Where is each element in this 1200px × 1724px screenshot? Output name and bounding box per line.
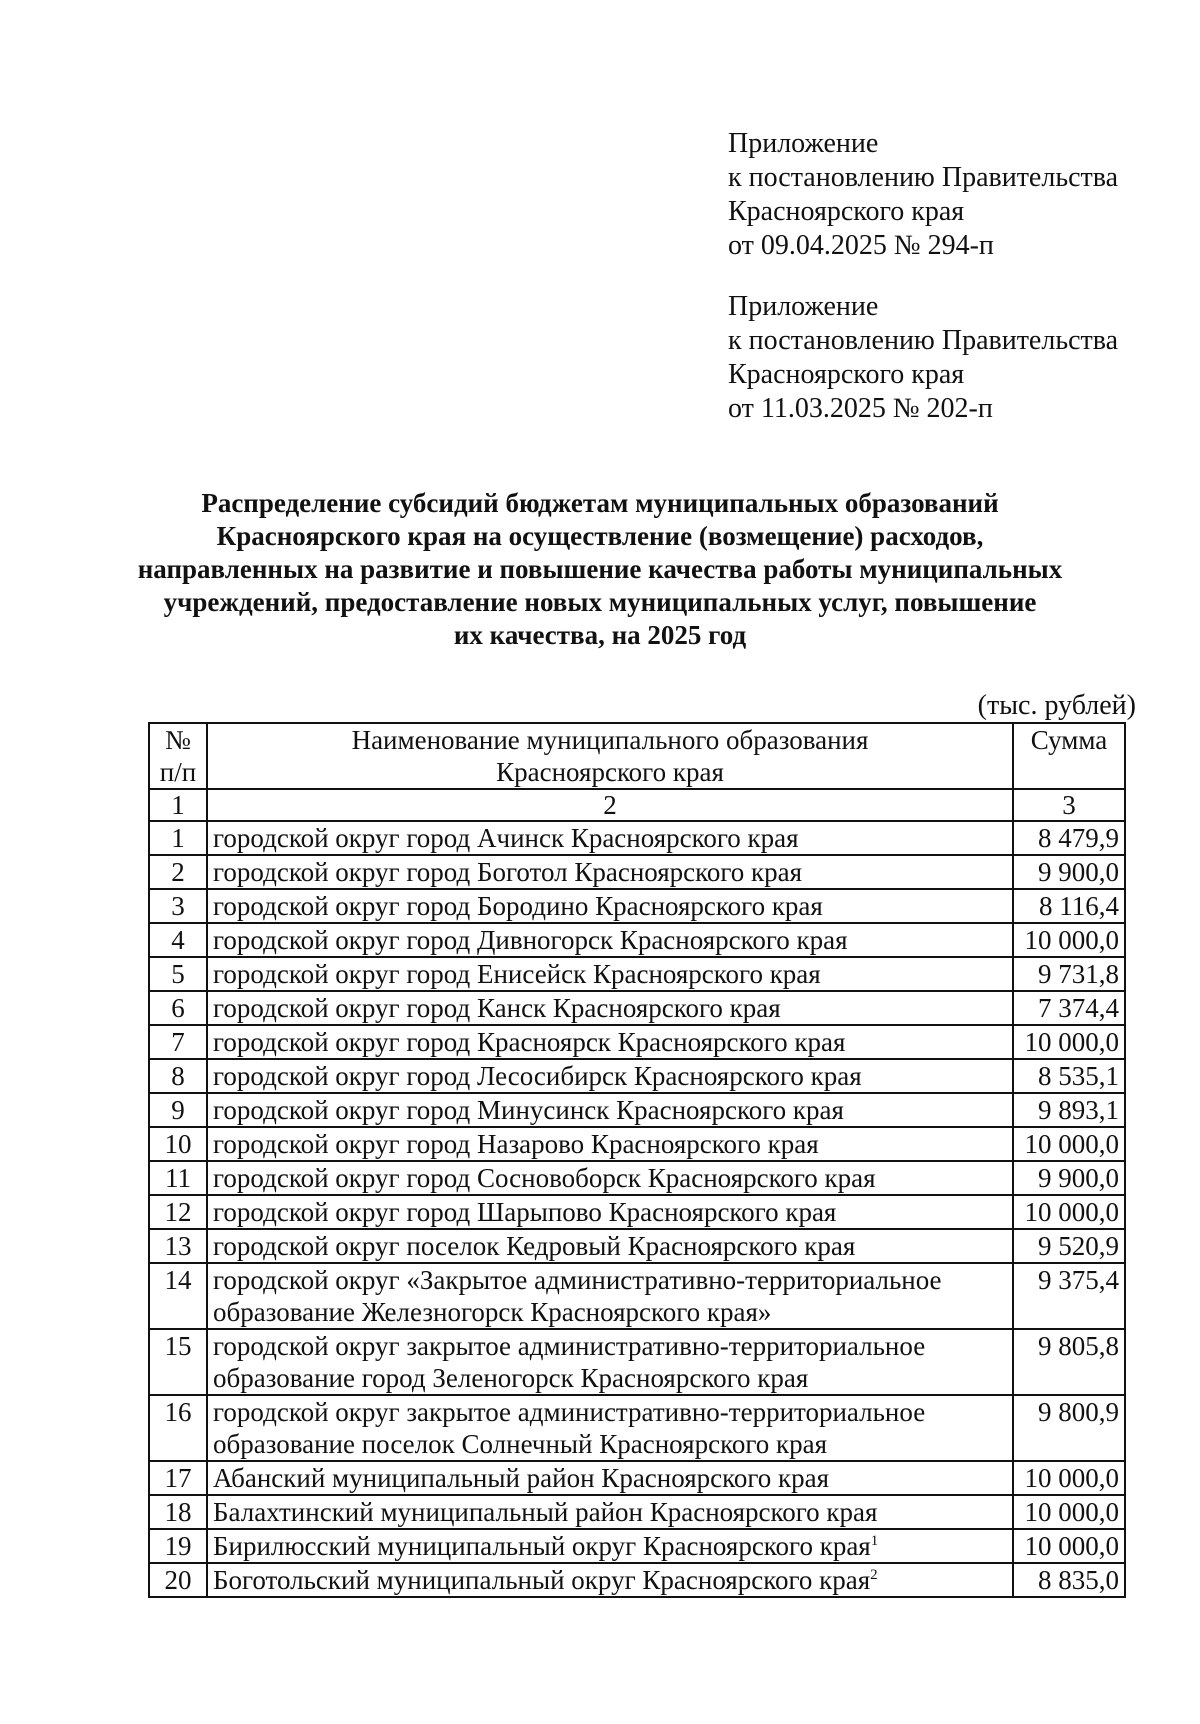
header-number bbox=[149, 723, 207, 789]
table-row bbox=[149, 1495, 1125, 1529]
row-number: 4 bbox=[149, 923, 207, 957]
subsidy-amount: 10 000,0 bbox=[1013, 1529, 1125, 1563]
table-row bbox=[149, 1127, 1125, 1161]
municipality-name-text: городской округ город Минусинск Красноярского края bbox=[213, 1095, 844, 1125]
municipality-name bbox=[207, 923, 1013, 957]
subsidy-amount: 8 535,1 bbox=[1013, 1059, 1125, 1093]
municipality-name-line bbox=[213, 1496, 1007, 1528]
footnote-marker: 2 bbox=[870, 1567, 878, 1583]
municipality-name bbox=[207, 1461, 1013, 1495]
municipality-name bbox=[207, 1495, 1013, 1529]
table-row bbox=[149, 889, 1125, 923]
table-row bbox=[149, 991, 1125, 1025]
municipality-name-text: Абанский муниципальный район Красноярского края bbox=[213, 1463, 830, 1493]
row-number: 7 bbox=[149, 1025, 207, 1059]
title-line: направленных на развитие и повышение качества работы муниципальных bbox=[137, 554, 1063, 584]
municipality-name bbox=[207, 991, 1013, 1025]
municipality-name-text: городской округ город Сосновоборск Красноярского края bbox=[213, 1163, 876, 1193]
row-number: 19 bbox=[149, 1529, 207, 1563]
municipality-name-line bbox=[213, 1196, 1007, 1228]
subsidy-amount: 10 000,0 bbox=[1013, 1461, 1125, 1495]
municipality-name-line bbox=[213, 924, 1007, 956]
row-number: 11 bbox=[149, 1161, 207, 1195]
municipality-name bbox=[207, 1093, 1013, 1127]
appendix-date-line: от 09.04.2025 № 294-п bbox=[728, 230, 994, 261]
municipality-name-line bbox=[213, 1330, 1007, 1362]
municipality-name bbox=[207, 1161, 1013, 1195]
subsidy-amount: 9 375,4 bbox=[1013, 1263, 1125, 1329]
municipality-name-line: образование Железногорск Красноярского края» bbox=[213, 1297, 772, 1327]
table-row bbox=[149, 1529, 1125, 1563]
municipality-name-line bbox=[213, 1094, 1007, 1126]
municipality-name-text: городской округ поселок Кедровый Красноярского края bbox=[213, 1231, 856, 1261]
header-number-line2: п/п bbox=[159, 757, 197, 787]
table-row bbox=[149, 1461, 1125, 1495]
subsidy-amount: 9 900,0 bbox=[1013, 1161, 1125, 1195]
title-line: Распределение субсидий бюджетам муниципальных образований bbox=[201, 488, 999, 518]
subsidy-amount: 8 479,9 bbox=[1013, 821, 1125, 855]
header-number-line1: № bbox=[165, 725, 191, 755]
row-number: 10 bbox=[149, 1127, 207, 1161]
municipality-name-line bbox=[213, 1230, 1007, 1262]
municipality-name bbox=[207, 889, 1013, 923]
table-header-row bbox=[149, 723, 1125, 789]
subsidy-amount: 8 116,4 bbox=[1013, 889, 1125, 923]
municipality-name bbox=[207, 1263, 1013, 1329]
municipality-name-text: городской округ город Дивногорск Красноярского края bbox=[213, 925, 848, 955]
appendix-line: Приложение bbox=[728, 128, 879, 159]
municipality-name bbox=[207, 957, 1013, 991]
subsidy-amount: 9 893,1 bbox=[1013, 1093, 1125, 1127]
municipality-name-line bbox=[213, 1530, 1007, 1562]
municipality-name-text: городской округ город Лесосибирск Красноярского края bbox=[213, 1061, 862, 1091]
municipality-name-line bbox=[213, 1026, 1007, 1058]
row-number: 6 bbox=[149, 991, 207, 1025]
table-row bbox=[149, 1093, 1125, 1127]
municipality-name-text: городской округ город Канск Красноярского края bbox=[213, 993, 781, 1023]
municipality-name bbox=[207, 1395, 1013, 1461]
municipality-name-text: Боготольский муниципальный округ Красноярского края bbox=[213, 1565, 871, 1595]
document-title bbox=[100, 487, 1100, 652]
municipality-name bbox=[207, 855, 1013, 889]
table-row bbox=[149, 855, 1125, 889]
row-number: 17 bbox=[149, 1461, 207, 1495]
subsidy-amount: 9 800,9 bbox=[1013, 1395, 1125, 1461]
municipality-name-text: городской округ город Красноярск Красноярского края bbox=[213, 1027, 846, 1057]
header-name-line2: Красноярского края bbox=[496, 757, 724, 787]
column-number: 3 bbox=[1013, 789, 1125, 821]
subsidy-amount: 10 000,0 bbox=[1013, 923, 1125, 957]
column-numbers-row bbox=[149, 789, 1125, 821]
subsidy-amount: 8 835,0 bbox=[1013, 1563, 1125, 1597]
header-sum: Сумма bbox=[1013, 723, 1125, 789]
municipality-name bbox=[207, 1195, 1013, 1229]
title-line: Красноярского края на осуществление (возмещение) расходов, bbox=[216, 521, 984, 551]
subsidy-amount: 10 000,0 bbox=[1013, 1127, 1125, 1161]
municipality-name-line bbox=[213, 856, 1007, 888]
municipality-name-line bbox=[213, 1564, 1007, 1596]
municipality-name-text: городской округ город Назарово Красноярского края bbox=[213, 1129, 819, 1159]
municipality-name-text: городской округ город Бородино Красноярского края bbox=[213, 891, 823, 921]
table-row bbox=[149, 1161, 1125, 1195]
appendix-line: к постановлению Правительства bbox=[728, 162, 1119, 193]
municipality-name-text: городской округ закрытое административно-территориальное bbox=[213, 1397, 926, 1427]
municipality-name-text: городской округ закрытое административно-территориальное bbox=[213, 1331, 926, 1361]
subsidy-amount: 9 731,8 bbox=[1013, 957, 1125, 991]
row-number: 18 bbox=[149, 1495, 207, 1529]
municipality-name-line bbox=[213, 1128, 1007, 1160]
municipality-name-line: образование поселок Солнечный Красноярского края bbox=[213, 1429, 827, 1459]
row-number: 14 bbox=[149, 1263, 207, 1329]
header-name bbox=[207, 723, 1013, 789]
row-number: 15 bbox=[149, 1329, 207, 1395]
title-line: их качества, на 2025 год bbox=[453, 620, 747, 650]
subsidy-amount: 7 374,4 bbox=[1013, 991, 1125, 1025]
table-row bbox=[149, 957, 1125, 991]
appendix-line: Приложение bbox=[728, 291, 879, 322]
row-number: 3 bbox=[149, 889, 207, 923]
table-row bbox=[149, 923, 1125, 957]
municipality-name-line bbox=[213, 1162, 1007, 1194]
municipality-name bbox=[207, 1059, 1013, 1093]
municipality-name-text: городской округ город Шарыпово Красноярского края bbox=[213, 1197, 837, 1227]
column-number: 1 bbox=[149, 789, 207, 821]
row-number: 2 bbox=[149, 855, 207, 889]
table-row bbox=[149, 1263, 1125, 1329]
subsidy-amount: 9 520,9 bbox=[1013, 1229, 1125, 1263]
column-number: 2 bbox=[207, 789, 1013, 821]
footnote-marker: 1 bbox=[870, 1533, 879, 1549]
subsidy-amount: 10 000,0 bbox=[1013, 1195, 1125, 1229]
appendix-date-line: от 11.03.2025 № 202-п bbox=[728, 393, 993, 424]
appendix-line: Красноярского края bbox=[728, 359, 965, 390]
table-row bbox=[149, 1563, 1125, 1597]
title-line: учреждений, предоставление новых муниципальных услуг, повышение bbox=[163, 587, 1037, 617]
row-number: 12 bbox=[149, 1195, 207, 1229]
table-row bbox=[149, 1059, 1125, 1093]
municipality-name-text: городской округ город Енисейск Красноярского края bbox=[213, 959, 821, 989]
municipality-name bbox=[207, 1127, 1013, 1161]
row-number: 5 bbox=[149, 957, 207, 991]
municipality-name-text: Балахтинский муниципальный район Красноярского края bbox=[213, 1497, 878, 1527]
municipality-name-text: Бирилюсский муниципальный округ Красноярского края bbox=[213, 1531, 871, 1561]
table-row bbox=[149, 1329, 1125, 1395]
municipality-name-text: городской округ «Закрытое административно-территориальное bbox=[213, 1265, 942, 1295]
municipality-name bbox=[207, 821, 1013, 855]
subsidy-amount: 9 900,0 bbox=[1013, 855, 1125, 889]
table-row bbox=[149, 821, 1125, 855]
row-number: 13 bbox=[149, 1229, 207, 1263]
subsidy-amount: 10 000,0 bbox=[1013, 1025, 1125, 1059]
row-number: 1 bbox=[149, 821, 207, 855]
municipality-name bbox=[207, 1229, 1013, 1263]
table-row bbox=[149, 1025, 1125, 1059]
row-number: 20 bbox=[149, 1563, 207, 1597]
municipality-name bbox=[207, 1529, 1013, 1563]
header-name-line1: Наименование муниципального образования bbox=[351, 725, 869, 755]
subsidy-amount: 9 805,8 bbox=[1013, 1329, 1125, 1395]
municipality-name-line bbox=[213, 1462, 1007, 1494]
municipality-name-text: городской округ город Боготол Красноярского края bbox=[213, 857, 803, 887]
table-row bbox=[149, 1395, 1125, 1461]
appendix-header-previous bbox=[728, 290, 1118, 426]
units-label: (тыс. рублей) bbox=[977, 690, 1136, 721]
municipality-name bbox=[207, 1329, 1013, 1395]
row-number: 9 bbox=[149, 1093, 207, 1127]
appendix-line: Красноярского края bbox=[728, 196, 965, 227]
subsidy-table bbox=[148, 722, 1126, 1598]
row-number: 8 bbox=[149, 1059, 207, 1093]
appendix-header-current bbox=[728, 127, 1118, 263]
municipality-name-line bbox=[213, 1396, 1007, 1428]
municipality-name-line bbox=[213, 958, 1007, 990]
subsidy-amount: 10 000,0 bbox=[1013, 1495, 1125, 1529]
municipality-name-line bbox=[213, 822, 1007, 854]
appendix-line: к постановлению Правительства bbox=[728, 325, 1119, 356]
table-row bbox=[149, 1195, 1125, 1229]
row-number: 16 bbox=[149, 1395, 207, 1461]
municipality-name-line bbox=[213, 890, 1007, 922]
municipality-name-line bbox=[213, 1060, 1007, 1092]
table-row bbox=[149, 1229, 1125, 1263]
municipality-name bbox=[207, 1563, 1013, 1597]
municipality-name-line: образование город Зеленогорск Красноярского края bbox=[213, 1363, 809, 1393]
municipality-name bbox=[207, 1025, 1013, 1059]
municipality-name-line bbox=[213, 992, 1007, 1024]
municipality-name-line bbox=[213, 1264, 1007, 1296]
municipality-name-text: городской округ город Ачинск Красноярского края bbox=[213, 823, 799, 853]
